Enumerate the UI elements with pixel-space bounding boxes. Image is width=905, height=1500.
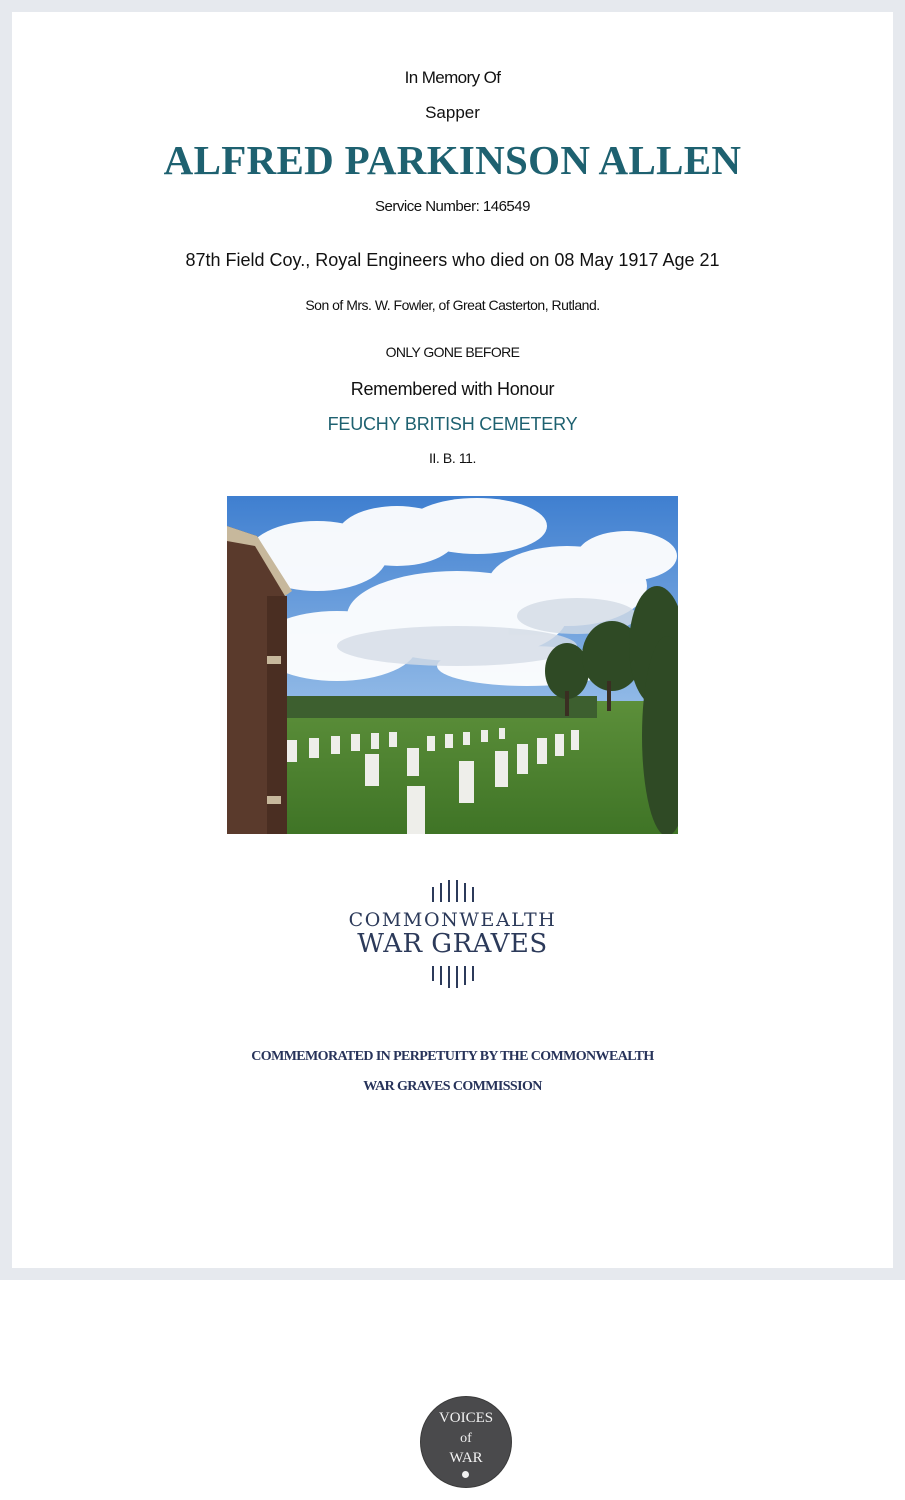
soldier-name: ALFRED PARKINSON ALLEN [163, 137, 742, 183]
certificate-card [12, 12, 893, 1268]
service-number: Service Number: 146549 [375, 198, 530, 215]
remembered-line: Remembered with Honour [350, 379, 555, 399]
badge-line-3: WAR [449, 1450, 483, 1466]
badge-dot-icon [462, 1471, 469, 1478]
unit-and-death-line: 87th Field Coy., Royal Engineers who died on 08 May 1917 Age 21 [185, 250, 720, 270]
cemetery-name: FEUCHY BRITISH CEMETERY [327, 414, 578, 434]
cemetery-photo [227, 496, 678, 834]
headstone-inscription: ONLY GONE BEFORE [385, 344, 520, 360]
family-info: Son of Mrs. W. Fowler, of Great Casterton, Rutland. [305, 297, 600, 313]
commemoration-line-1: COMMEMORATED IN PERPETUITY BY THE COMMONWEALTH [251, 1049, 654, 1064]
cwgc-logo-line1: COMMONWEALTH [348, 909, 557, 931]
cwgc-logo-bottom-marks [12, 966, 893, 988]
in-memory-heading: In Memory Of [404, 68, 501, 87]
badge-line-1: VOICES [438, 1410, 494, 1426]
rank-label: Sapper [425, 103, 480, 122]
badge-line-2: of [460, 1431, 472, 1446]
cwgc-logo-top-marks [12, 880, 893, 902]
voices-of-war-badge [421, 1397, 511, 1487]
commemoration-line-2: WAR GRAVES COMMISSION [363, 1079, 542, 1094]
cwgc-logo-line2: WAR GRAVES [357, 929, 548, 959]
cwgc-logo [12, 880, 893, 988]
grave-reference: II. B. 11. [428, 450, 477, 466]
